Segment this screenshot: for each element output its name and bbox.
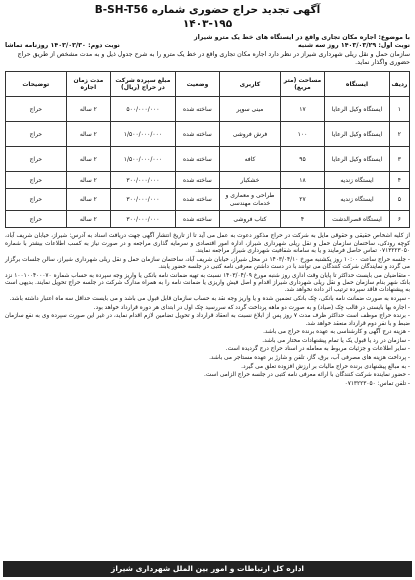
- paragraph: - متقاضیان می بایست حداکثر تا پایان وقت اداری روز شنبه مورخ ۱۴۰۳/۰۴/۰۹ نسبت به تهیه ضمانت نامه بانکی یا واریز وجه سپرده به حساب شماره ۱۰۰۱۰۰۴۰۰۰۷۰ نزد بانک شهر بنام سازمان حمل و نقل ریلی شهرداری شیراز اقدام و اصل فیش واریزی یا ضمانت نامه را به همراه مدارک شرکت در جلسه حراج تحویل نمایند. بدیهی است به پیشنهادات فاقد سپرده ترتیب اثر داده نخواهد شد.: [5, 272, 410, 294]
- notice-number: ۱۴۰۳-۱۹۵: [182, 18, 233, 30]
- lots-table: [5, 71, 410, 228]
- cell-notes: حراج: [6, 122, 67, 147]
- cell-station: ایستگاه وکیل الرعایا: [325, 147, 390, 172]
- cell-duration: ۲ ساله: [66, 211, 110, 228]
- cell-deposit: ۱/۵۰۰/۰۰۰/۰۰۰: [111, 122, 176, 147]
- cell-notes: حراج: [6, 147, 67, 172]
- cell-usage: فرش فروشی: [220, 122, 281, 147]
- cell-row: ۵: [389, 189, 409, 211]
- paragraph: - سازمان در رد یا قبول یک یا تمام پیشنهادات مختار می باشد.: [262, 337, 410, 344]
- paragraph: - به مبالغ پیشنهادی برنده حراج مالیات بر ارزش افزوده تعلق می گیرد.: [241, 363, 410, 370]
- header-row-number: ردیف: [389, 72, 409, 97]
- cell-station: ایستگاه زندیه: [325, 189, 390, 211]
- publish-dates: [5, 42, 410, 50]
- paragraph: - تلفن تماس: ۰۷۱۳۲۲۳۰۵۰: [344, 380, 410, 387]
- cell-status: ساخته شده: [175, 172, 219, 189]
- paragraph: - جلسه حراج ساعت ۱۰:۰۰ روز یکشنبه مورخ ۱۴۰۳/۰۴/۱۰ در محل شیراز، خیابان شریف آباد، ساختمان سازمان حمل و نقل ریلی شهرداری شیراز، سالن جلسات برگزار می گردد و نمایندگان شرکت کنندگان می توانند با در دست داشتن معرفی نامه کتبی در جلسه حضور یابند.: [5, 256, 410, 270]
- paragraph: - اجاره بها بایستی در قالب چک (صیاد) و به صورت دو ماهه پرداخت گردد که سررسید چک اول در ابتدای هر دوره قرارداد خواهد بود.: [93, 304, 410, 311]
- header-notes: توضیحات: [6, 72, 67, 97]
- cell-area: ۴: [280, 211, 324, 228]
- cell-notes: حراج: [6, 189, 67, 211]
- paragraph: - پرداخت هزینه های مصرفی آب، برق، گاز، تلفن و شارژ بر عهده مستاجر می باشد.: [209, 354, 410, 361]
- cell-row: ۴: [389, 172, 409, 189]
- cell-row: ۶: [389, 211, 409, 228]
- header-status: وضعیت: [175, 72, 219, 97]
- cell-usage: خشکبار: [220, 172, 281, 189]
- paragraph: - سپرده به صورت ضمانت نامه بانکی، چک بانکی تضمین شده و یا واریز وجه نقد به حساب سازمان قابل قبول می باشد و می بایست حداقل سه ماه اعتبار داشته باشد.: [9, 296, 410, 302]
- header-usage: کاربری: [220, 72, 281, 97]
- cell-status: ساخته شده: [175, 122, 219, 147]
- cell-station: ایستگاه قصرالدشت: [325, 211, 390, 228]
- cell-area: ۲۷: [280, 189, 324, 211]
- cell-usage: کافه: [220, 147, 281, 172]
- paragraph: - هزینه درج آگهی و کارشناسی به عهده برنده حراج می باشد.: [263, 329, 410, 336]
- cell-notes: حراج: [6, 97, 67, 122]
- cell-area: ۱۷: [280, 97, 324, 122]
- table-row: [6, 172, 410, 189]
- cell-duration: ۲ ساله: [66, 172, 110, 189]
- table-row: [6, 97, 410, 122]
- subject-line: با موضوع: اجاره مکان تجاری واقع در ایستگاه های خط یک مترو شیراز: [193, 34, 410, 41]
- cell-area: ۱۸: [280, 172, 324, 189]
- first-publish: نوبت اول: ۱۴۰۳/۰۳/۲۹ روز سه شنبه: [297, 42, 410, 50]
- cell-area: ۹۵: [280, 147, 324, 172]
- header-duration: مدت زمان اجاره: [66, 72, 110, 97]
- cell-usage: مینی سوپر: [220, 97, 281, 122]
- cell-duration: ۲ ساله: [66, 147, 110, 172]
- cell-deposit: ۳۰۰/۰۰۰/۰۰۰: [111, 172, 176, 189]
- cell-row: ۲: [389, 122, 409, 147]
- second-publish: نوبت دوم: ۱۴۰۳/۰۳/۳۰ روزنامه تماشا: [5, 42, 120, 50]
- cell-station: ایستگاه زندیه: [325, 172, 390, 189]
- intro-block: [5, 34, 410, 67]
- header-deposit: مبلغ سپرده شرکت در حراج (ریال): [111, 72, 176, 97]
- cell-deposit: ۳۰۰/۰۰۰/۰۰۰: [111, 211, 176, 228]
- cell-duration: ۲ ساله: [66, 189, 110, 211]
- table-row: [6, 211, 410, 228]
- cell-row: ۱: [389, 97, 409, 122]
- table-row: [6, 189, 410, 211]
- cell-duration: ۲ ساله: [66, 97, 110, 122]
- table-header-row: [6, 72, 410, 97]
- paragraph: - حضور نماینده شرکت کنندگان با ارائه معرفی نامه کتبی در جلسه حراج الزامی است.: [204, 372, 410, 379]
- description: سازمان حمل و نقل ریلی شهرداری شیراز در نظر دارد اجاره مکان تجاری واقع در خط یک مترو را به شرح جدول ذیل و به مدت مشخص از طریق حراج حضوری واگذار نماید.: [17, 50, 410, 66]
- cell-usage: کتاب فروشی: [220, 211, 281, 228]
- paragraph: از کلیه اشخاص حقیقی و حقوقی مایل به شرکت در حراج مذکور دعوت به عمل می آید تا از تاریخ انتشار آگهی جهت دریافت اسناد به آدرس: شیراز، خیابان شریف آباد، کوچه رودکی، ساختمان سازمان حمل و نقل ریلی شهرداری شیراز، اداره امور اقتصادی و سرمایه گذاری مراجعه و در صورت نیاز به کسب اطلاعات بیشتر با شماره ۰۷۱۳۲۲۳۰۵۰ تماس حاصل فرمایند و یا به سامانه شفافیت شهرداری شیراز مراجعه نمایند.: [5, 233, 410, 254]
- cell-status: ساخته شده: [175, 211, 219, 228]
- cell-area: ۱۰۰: [280, 122, 324, 147]
- header-area: مساحت (متر مربع): [280, 72, 324, 97]
- conditions-text: [5, 233, 410, 388]
- cell-deposit: ۱/۵۰۰/۰۰۰/۰۰۰: [111, 147, 176, 172]
- table-row: [6, 147, 410, 172]
- cell-station: ایستگاه وکیل الرعایا: [325, 122, 390, 147]
- cell-notes: حراج: [6, 172, 67, 189]
- cell-notes: حراج: [6, 211, 67, 228]
- cell-duration: ۲ ساله: [66, 122, 110, 147]
- signature-bar: اداره کل ارتباطات و امور بین الملل شهرداری شیراز: [3, 561, 412, 577]
- page-title: آگهی تجدید حراج حضوری شماره B-SH-T56: [94, 4, 321, 16]
- paragraph: - برنده حراج موظف است حداکثر ظرف مدت ۷ روز پس از ابلاغ نسبت به انعقاد قرارداد و تحویل تضامین لازم اقدام نماید، در غیر این صورت سپرده وی به نفع سازمان ضبط و با نفر دوم قرارداد منعقد خواهد شد.: [5, 313, 410, 327]
- cell-station: ایستگاه وکیل الرعایا: [325, 97, 390, 122]
- paragraph: - سایر اطلاعات و جزئیات مربوط به معامله در اسناد حراج درج گردیده است.: [225, 346, 410, 353]
- header-station: ایستگاه: [325, 72, 390, 97]
- cell-deposit: ۵۰۰/۰۰۰/۰۰۰: [111, 97, 176, 122]
- cell-status: ساخته شده: [175, 97, 219, 122]
- cell-deposit: ۳۰۰/۰۰۰/۰۰۰: [111, 189, 176, 211]
- cell-status: ساخته شده: [175, 147, 219, 172]
- cell-status: ساخته شده: [175, 189, 219, 211]
- cell-row: ۳: [389, 147, 409, 172]
- cell-usage: طراحی و معماری و خدمات مهندسی: [220, 189, 281, 211]
- table-row: [6, 122, 410, 147]
